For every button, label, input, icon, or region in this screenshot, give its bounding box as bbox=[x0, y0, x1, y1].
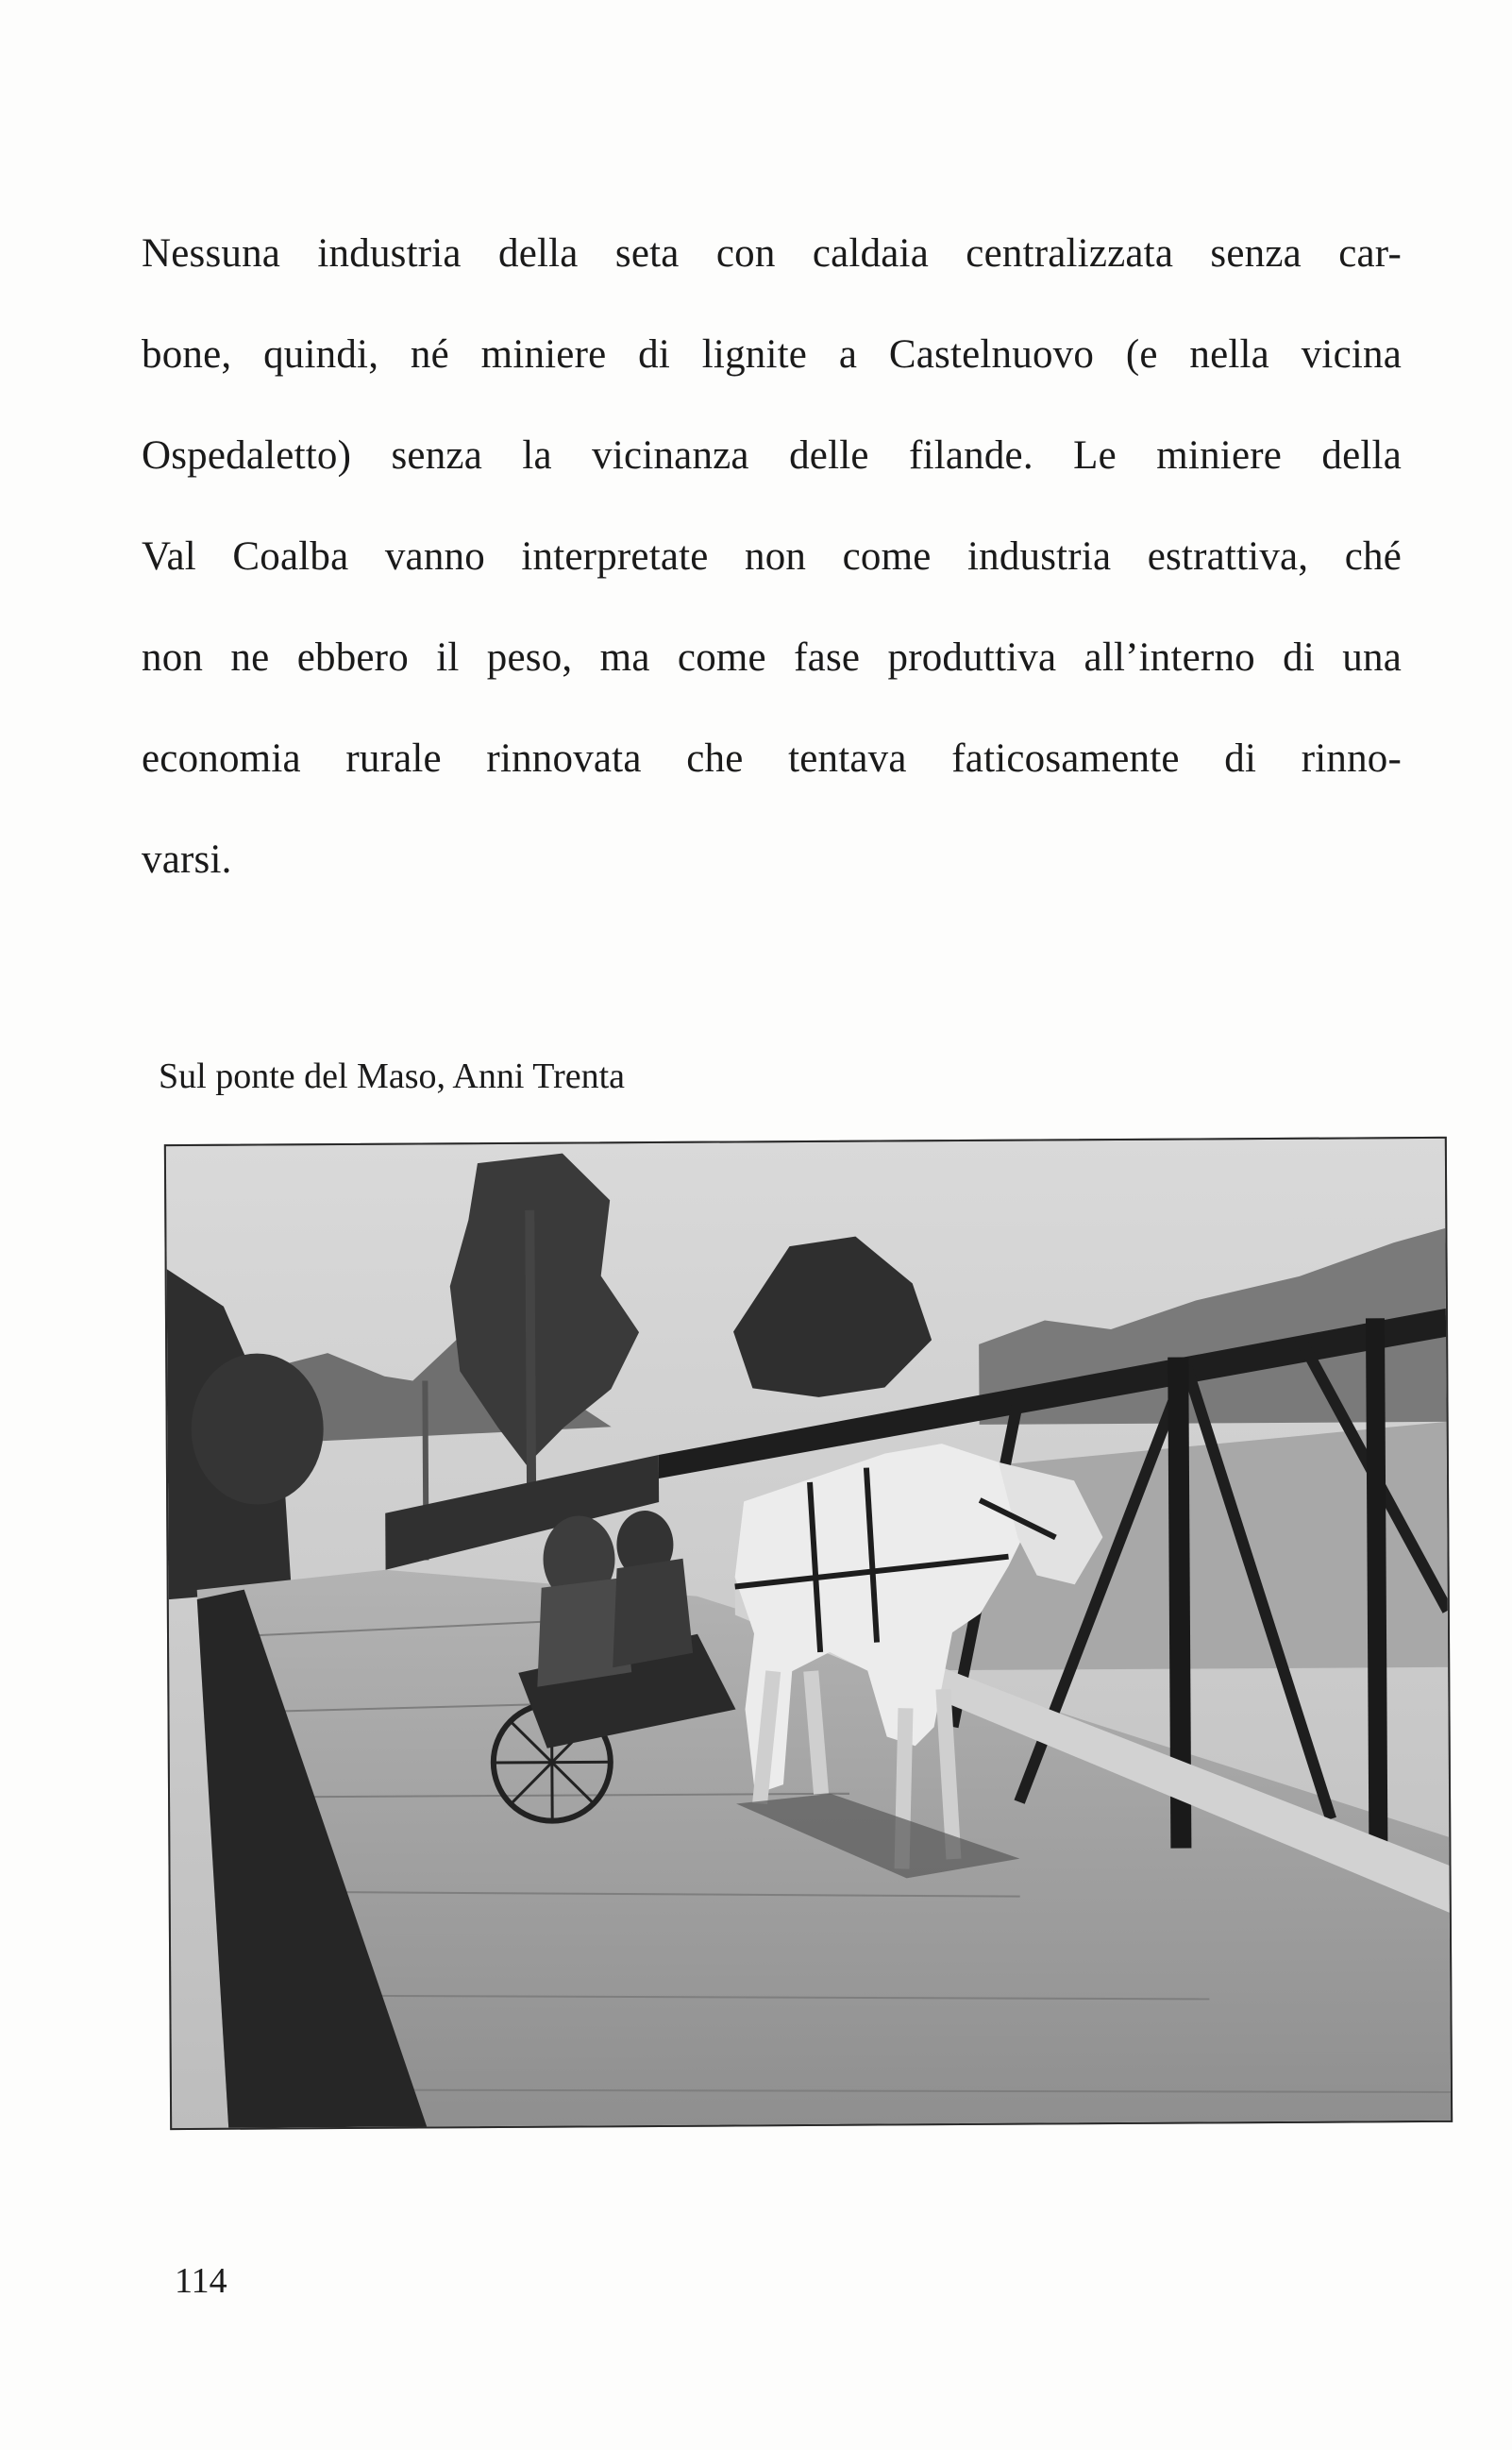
body-paragraph bbox=[142, 203, 1402, 910]
historical-photo bbox=[164, 1137, 1453, 2130]
text-line: Nessuna industria della seta con caldaia centralizzata senza car- bbox=[142, 231, 1402, 276]
text-line: bone, quindi, né miniere di lignite a Castelnuovo (e nella vicina bbox=[142, 332, 1402, 377]
page-number: 114 bbox=[175, 2261, 227, 2301]
photo-illustration bbox=[166, 1139, 1451, 2128]
text-line: Val Coalba vanno interpretate non come industria estrattiva, ché bbox=[142, 534, 1402, 579]
text-line: non ne ebbero il peso, ma come fase produttiva all’interno di una bbox=[142, 635, 1402, 680]
text-line: economia rurale rinnovata che tentava faticosamente di rinno- bbox=[142, 736, 1402, 781]
text-line: Ospedaletto) senza la vicinanza delle filande. Le miniere della bbox=[142, 433, 1402, 478]
tree-trunk bbox=[525, 1210, 536, 1522]
figure-caption: Sul ponte del Maso, Anni Trenta bbox=[159, 1056, 626, 1096]
tree-left-canopy bbox=[191, 1353, 324, 1505]
truss-post bbox=[1366, 1318, 1387, 1847]
text-line: varsi. bbox=[142, 837, 232, 882]
passenger-body bbox=[613, 1559, 694, 1668]
